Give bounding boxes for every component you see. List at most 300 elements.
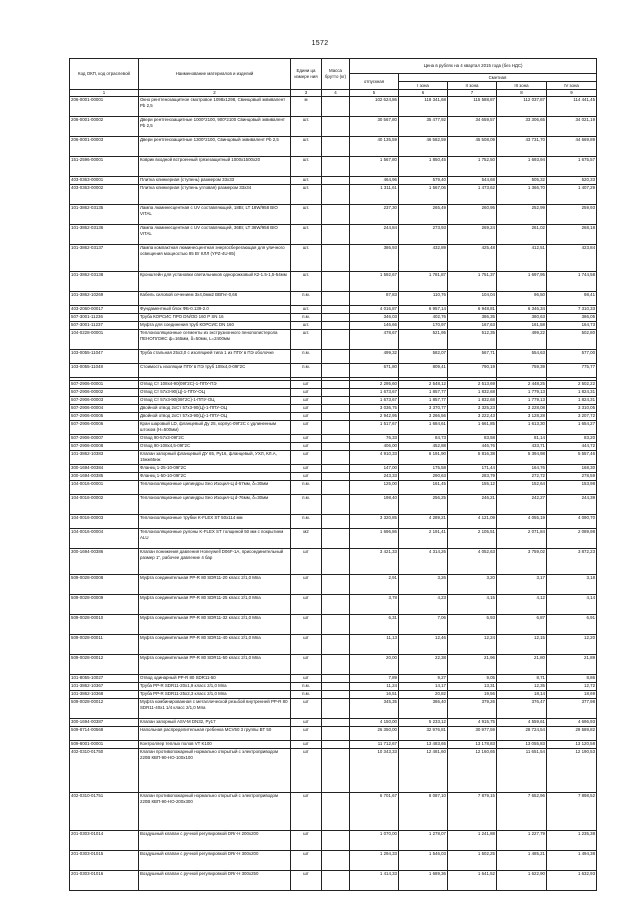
cell-code: 103-0055-11047	[70, 350, 139, 364]
cell-zone-3-price: 81,14	[497, 435, 547, 443]
header-mass: Масса брутто (кг)	[322, 59, 350, 90]
cell-mass	[322, 831, 350, 851]
cell-unit: шт.	[291, 205, 322, 225]
cell-zone-1-price: 175,58	[399, 465, 448, 473]
table-row	[70, 330, 597, 350]
cell-zone-3-price: 5 394,98	[497, 451, 547, 465]
cell-unit: шт.	[291, 185, 322, 205]
cell-release-price: 1 592,67	[350, 272, 399, 292]
table-row	[70, 719, 597, 727]
cell-mass	[322, 205, 350, 225]
cell-name: Клапан запорный ASV-M DN32, Ру17	[139, 719, 291, 727]
cell-unit: шт.	[291, 306, 322, 314]
cell-unit: шт.	[291, 137, 322, 157]
cell-name: Фундаментный блок ФБ-0.139-2.0	[139, 306, 291, 314]
cell-zone-1-price: 3,26	[399, 575, 448, 595]
cell-unit: шт	[291, 699, 322, 719]
cell-zone-3-price: 18,14	[497, 691, 547, 699]
cell-code: 201-0303-01015	[70, 851, 139, 871]
cell-zone-4-price: 21,89	[547, 655, 597, 675]
cell-code: 300-1694-00385	[70, 473, 139, 481]
cell-zone-2-price: 446,76	[448, 443, 497, 451]
cell-zone-1-price: 13 483,65	[399, 741, 448, 749]
cell-release-price: 2 295,60	[350, 381, 399, 389]
cell-zone-3-price: 7 652,96	[497, 793, 547, 831]
cell-code: 101-3862-10367	[70, 683, 139, 691]
cell-name: Теплоизоляционные сегменты из экструзионного пенополистерола ПЕНОПЛЭКС ф=165мм, δ=50мм, L=2400мм	[139, 330, 291, 350]
cell-unit: шт	[291, 575, 322, 595]
cell-unit: шт	[291, 413, 322, 421]
cell-zone-1-price: 22,38	[399, 655, 448, 675]
cell-release-price: 147,00	[350, 465, 399, 473]
cell-zone-1-price: 46 582,59	[399, 137, 448, 157]
cell-zone-4-price: 502,80	[547, 330, 597, 350]
cell-mass	[322, 225, 350, 245]
cell-code: 206-0001-00002	[70, 117, 139, 137]
table-row	[70, 389, 597, 397]
cell-zone-4-price: 3 310,05	[547, 405, 597, 413]
cell-zone-2-price: 6,93	[448, 615, 497, 635]
cell-unit: м2	[291, 529, 322, 549]
cell-zone-3-price: 13 055,83	[497, 741, 547, 749]
cell-name: Кронштейн для установки светильников однорожковый К2-1.5-1,5-54мм	[139, 272, 291, 292]
cell-zone-4-price: 278,59	[547, 473, 597, 481]
cell-zone-3-price: 96,50	[497, 292, 547, 306]
cell-zone-3-price: 242,27	[497, 495, 547, 515]
cell-unit: п.м.	[291, 314, 322, 322]
cell-zone-1-price: 35 477,92	[399, 117, 448, 137]
table-row	[70, 117, 597, 137]
header-zone-1: I зона	[399, 82, 448, 90]
cell-zone-2-price: 3 325,23	[448, 405, 497, 413]
cell-zone-1-price: 6 191,90	[399, 451, 448, 465]
cell-zone-1-price: 2 191,41	[399, 529, 448, 549]
cell-zone-4-price: 1 744,58	[547, 272, 597, 292]
cell-unit: шт	[291, 831, 322, 851]
cell-unit: шт	[291, 465, 322, 473]
cell-zone-3-price: 12,15	[497, 635, 547, 655]
cell-zone-4-price: 1 824,31	[547, 397, 597, 405]
cell-unit: шт	[291, 435, 322, 443]
cell-zone-4-price: 168,30	[547, 465, 597, 473]
cell-code: 507-2906-00005	[70, 413, 139, 421]
cell-zone-3-price: 505,32	[497, 177, 547, 185]
cell-zone-4-price: 29 589,82	[547, 727, 597, 741]
cell-zone-4-price: 13 120,58	[547, 741, 597, 749]
table-row	[70, 272, 597, 292]
cell-zone-3-price: 21,80	[497, 655, 547, 675]
cell-name: Отвод Ст 57х3-90(Ц)-1-ППУ-ОЦ	[139, 389, 291, 397]
cell-zone-1-price: 432,89	[399, 245, 448, 272]
header-estimate: Сметная	[399, 74, 597, 82]
cell-zone-3-price: 112 037,87	[497, 97, 547, 117]
cell-zone-2-price: 790,19	[448, 364, 497, 378]
cell-unit: шт	[291, 851, 322, 871]
cell-zone-4-price: 244,39	[547, 495, 597, 515]
cell-zone-3-price: 1 485,21	[497, 851, 547, 871]
col-number: 9	[547, 90, 597, 97]
cell-zone-1-price: 9,27	[399, 675, 448, 683]
cell-code: 104-0016-00004	[70, 529, 139, 549]
cell-zone-2-price: 1 502,25	[448, 851, 497, 871]
cell-name: Стоимость изоляции ППУ в ПЭ труб 108х4,0-09Г2С	[139, 364, 291, 378]
cell-unit: шт	[291, 451, 322, 465]
cell-zone-3-price: 499,22	[497, 330, 547, 350]
cell-unit: шт	[291, 549, 322, 575]
table-row	[70, 185, 597, 205]
cell-code: 507-2906-00008	[70, 443, 139, 451]
cell-zone-2-price: 1 832,68	[448, 389, 497, 397]
cell-zone-2-price: 1 473,62	[448, 185, 497, 205]
cell-zone-4-price: 1 654,27	[547, 421, 597, 435]
cell-zone-4-price: 114 441,45	[547, 97, 597, 117]
cell-release-price: 1 696,86	[350, 529, 399, 549]
cell-zone-3-price: 43 731,70	[497, 137, 547, 157]
cell-release-price: 3 421,33	[350, 549, 399, 575]
cell-mass	[322, 495, 350, 515]
cell-release-price: 146,66	[350, 322, 399, 330]
cell-zone-1-price: 256,25	[399, 495, 448, 515]
cell-mass	[322, 322, 350, 330]
cell-release-price: 478,67	[350, 330, 399, 350]
table-row	[70, 683, 597, 691]
cell-mass	[322, 306, 350, 314]
cell-mass	[322, 451, 350, 465]
cell-zone-3-price: 3 759,02	[497, 549, 547, 575]
header-zone-3: III зона	[497, 82, 547, 90]
cell-release-price: 20,00	[350, 655, 399, 675]
cell-zone-3-price: 6,87	[497, 615, 547, 635]
cell-zone-2-price: 1 661,85	[448, 421, 497, 435]
table-row	[70, 741, 597, 749]
cell-zone-4-price: 386,05	[547, 314, 597, 322]
cell-name: Муфта соединительная PP-R 80 SDR11-50 класс 2/1,0 Мпа	[139, 655, 291, 675]
cell-zone-3-price: 1 779,13	[497, 389, 547, 397]
cell-mass	[322, 413, 350, 421]
cell-zone-4-price: 444,72	[547, 443, 597, 451]
table-row	[70, 831, 597, 851]
cell-unit: шт.	[291, 330, 322, 350]
cell-release-price: 16,51	[350, 691, 399, 699]
cell-unit: шт.	[291, 245, 322, 272]
cell-release-price: 1 673,67	[350, 389, 399, 397]
cell-zone-4-price: 34 021,19	[547, 117, 597, 137]
page-number: 1572	[311, 40, 329, 47]
cell-zone-2-price: 4 121,09	[448, 515, 497, 529]
cell-zone-3-price: 164,76	[497, 465, 547, 473]
cell-zone-1-price: 2 548,12	[399, 381, 448, 389]
cell-code: 206-0001-00001	[70, 97, 139, 117]
table-body	[70, 97, 597, 891]
cell-mass	[322, 185, 350, 205]
cell-zone-4-price: 1 235,38	[547, 831, 597, 851]
cell-name: Труба КОРСИС ПРО DN/OD 160 Р SN 16	[139, 314, 291, 322]
cell-name: Двойной отвод 2хСт 57х3-90(Ц)-1-ППУ-ОЦ	[139, 405, 291, 413]
cell-zone-2-price: 425,48	[448, 245, 497, 272]
cell-unit: п.м.	[291, 495, 322, 515]
cell-zone-3-price: 272,72	[497, 473, 547, 481]
cell-name: Отвод одинарный PP-R 80 SDR11-50	[139, 675, 291, 683]
cell-name: Клапан понижения давления Honeywell D06F-1A, присоединительный размер 1", рабочее давление 4 бар	[139, 549, 291, 575]
table-row	[70, 397, 597, 405]
cell-zone-1-price: 582,07	[399, 350, 448, 364]
cell-code: 300-1694-00387	[70, 719, 139, 727]
cell-name: Плитка клинкерная (ступень) размером 33х33	[139, 177, 291, 185]
col-number: 4	[322, 90, 350, 97]
cell-zone-3-price: 1 622,90	[497, 871, 547, 891]
cell-code: 509-0028-00011	[70, 635, 139, 655]
cell-zone-2-price: 12,24	[448, 635, 497, 655]
cell-code: 509-0028-00008	[70, 575, 139, 595]
cell-code: 151-2596-00001	[70, 157, 139, 177]
cell-zone-3-price: 4 055,19	[497, 515, 547, 529]
cell-zone-2-price: 246,21	[448, 495, 497, 515]
cell-release-price: 1 517,67	[350, 421, 399, 435]
cell-name: Воздушный клапан с ручной регулировкой DRr-H 200х200	[139, 831, 291, 851]
cell-code: 104-0016-00002	[70, 495, 139, 515]
cell-name: Кабель силовой сечением 3х4,0мм2 ВВГнг-0,66	[139, 292, 291, 306]
cell-zone-1-price: 12 481,60	[399, 749, 448, 793]
cell-zone-2-price: 115 588,87	[448, 97, 497, 117]
header-name: Наименование материалов и изделий	[139, 59, 291, 90]
cell-zone-1-price: 118 341,68	[399, 97, 448, 117]
cell-code: 201-0303-01014	[70, 831, 139, 851]
cell-release-price: 1 414,33	[350, 871, 399, 891]
cell-code: 104-0016-00001	[70, 481, 139, 495]
cell-name: Труба стальная 25х3,0 с изоляцией типа 1 из ППУ в ПЭ оболочке	[139, 350, 291, 364]
cell-zone-1-price: 1 278,07	[399, 831, 448, 851]
cell-name: Коврик входной встроенный грязезащитный 1000х1500х20	[139, 157, 291, 177]
cell-mass	[322, 851, 350, 871]
cell-mass	[322, 330, 350, 350]
cell-release-price: 499,32	[350, 350, 399, 364]
cell-zone-1-price: 1 857,77	[399, 389, 448, 397]
cell-zone-2-price: 4,15	[448, 595, 497, 615]
cell-code: 507-2906-00002	[70, 389, 139, 397]
cell-mass	[322, 655, 350, 675]
cell-name: Воздушный клапан с ручной регулировкой DRr-H 300х250	[139, 871, 291, 891]
cell-unit: шт.	[291, 322, 322, 330]
cell-unit: шт	[291, 443, 322, 451]
cell-zone-1-price: 579,40	[399, 177, 448, 185]
cell-release-price: 125,00	[350, 481, 399, 495]
cell-zone-3-price: 1 697,95	[497, 272, 547, 292]
table-row	[70, 595, 597, 615]
header-zone-2: II зона	[448, 82, 497, 90]
table-row	[70, 691, 597, 699]
table-row	[70, 699, 597, 719]
cell-zone-2-price: 34 659,57	[448, 117, 497, 137]
cell-name: Муфта соединительная PP-R 80 SDR11-40 класс 2/1,0 Мпа	[139, 635, 291, 655]
col-number: 6	[399, 90, 448, 97]
cell-zone-2-price: 260,95	[448, 205, 497, 225]
cell-zone-3-price: 759,39	[497, 364, 547, 378]
cell-unit: шт.	[291, 272, 322, 292]
cell-release-price: 386,93	[350, 245, 399, 272]
table-row	[70, 465, 597, 473]
cell-name: Кран шаровый LD, фланцевый Ду 25, корпус-09Г2С с удлиненным штоком (Н=500мм)	[139, 421, 291, 435]
cell-zone-1-price: 1 689,36	[399, 871, 448, 891]
cell-release-price: 6 701,67	[350, 793, 399, 831]
cell-release-price: 87,83	[350, 292, 399, 306]
cell-zone-2-price: 4 052,63	[448, 549, 497, 575]
cell-zone-1-price: 1 850,45	[399, 157, 448, 177]
cell-zone-4-price: 3 872,23	[547, 549, 597, 575]
cell-release-price: 4 016,87	[350, 306, 399, 314]
table-row	[70, 306, 597, 314]
table-row	[70, 421, 597, 435]
cell-zone-2-price: 3,20	[448, 575, 497, 595]
cell-zone-3-price: 4,12	[497, 595, 547, 615]
cell-name: Труба PP-R SDR11-25х2,3 класс 2/1,0 Мпа	[139, 691, 291, 699]
cell-name: Теплоизоляционные трубки K-FLEX ST 50х114 мм	[139, 515, 291, 529]
cell-zone-2-price: 13 178,83	[448, 741, 497, 749]
cell-zone-2-price: 4 915,75	[448, 719, 497, 727]
cell-release-price: 671,80	[350, 364, 399, 378]
cell-name: Воздушный клапан с ручной регулировкой DRr-H 300х200	[139, 851, 291, 871]
table-row	[70, 549, 597, 575]
cell-release-price: 1 070,00	[350, 831, 399, 851]
cell-release-price: 3,78	[350, 595, 399, 615]
cell-unit: шт	[291, 727, 322, 741]
cell-zone-2-price: 83,58	[448, 435, 497, 443]
cell-zone-2-price: 104,04	[448, 292, 497, 306]
cell-zone-1-price: 1 857,77	[399, 397, 448, 405]
cell-zone-4-price: 7 898,52	[547, 793, 597, 831]
cell-name: Труба PP-R SDR11-20х1,9 класс 2/1,0 Мпа	[139, 683, 291, 691]
cell-unit: п.м.	[291, 350, 322, 364]
cell-zone-3-price: 1 227,79	[497, 831, 547, 851]
cell-name: Теплоизоляционные цилиндры Seo Изоцил-Ц d-57мм, δ=30мм	[139, 481, 291, 495]
cell-zone-3-price: 11 651,54	[497, 749, 547, 793]
cell-unit: п.м.	[291, 691, 322, 699]
table-row	[70, 405, 597, 413]
cell-code: 509-0028-00009	[70, 595, 139, 615]
cell-code: 403-0363-00001	[70, 177, 139, 185]
cell-zone-3-price: 1 366,70	[497, 185, 547, 205]
cell-unit: м	[291, 97, 322, 117]
cell-zone-1-price: 521,95	[399, 330, 448, 350]
cell-zone-4-price: 7 310,33	[547, 306, 597, 314]
header-release: отпускная	[350, 74, 399, 90]
cell-zone-3-price: 2 448,25	[497, 381, 547, 389]
cell-zone-4-price: 4 090,70	[547, 515, 597, 529]
cell-zone-1-price: 1 684,61	[399, 421, 448, 435]
cell-release-price: 76,33	[350, 435, 399, 443]
cell-code: 402-0310-01751	[70, 793, 139, 831]
cell-name: Двойной отвод 2хСт 57х3-90(Ц)-1-ППУ-ОЦ	[139, 413, 291, 421]
cell-code: 403-0363-00002	[70, 185, 139, 205]
cell-zone-4-price: 3,18	[547, 575, 597, 595]
cell-code: 201-0303-01016	[70, 871, 139, 891]
cell-unit: шт	[291, 749, 322, 793]
cell-mass	[322, 615, 350, 635]
cell-zone-4-price: 153,98	[547, 481, 597, 495]
cell-zone-3-price: 3 128,28	[497, 413, 547, 421]
cell-zone-1-price: 265,49	[399, 205, 448, 225]
cell-zone-4-price: 164,73	[547, 322, 597, 330]
cell-code: 101-3862-03136	[70, 225, 139, 245]
cell-release-price: 30 567,80	[350, 117, 399, 137]
col-number: 2	[139, 90, 291, 97]
cell-zone-3-price: 4 559,61	[497, 719, 547, 727]
cell-release-price: 40 135,59	[350, 137, 399, 157]
cell-zone-3-price: 554,63	[497, 350, 547, 364]
cell-code: 101-3862-10269	[70, 292, 139, 306]
cell-zone-2-price: 45 508,09	[448, 137, 497, 157]
cell-release-price: 345,35	[350, 699, 399, 719]
cell-release-price: 406,00	[350, 443, 399, 451]
cell-unit: шт.	[291, 177, 322, 185]
cell-release-price: 3 036,75	[350, 405, 399, 413]
header-code: Код ОКП, код отраслевой	[70, 59, 139, 90]
cell-unit: шт	[291, 381, 322, 389]
cell-zone-2-price: 379,26	[448, 699, 497, 719]
cell-name: Муфта соединительная PP-R 80 SDR11-25 класс 2/1,0 Мпа	[139, 595, 291, 615]
cell-zone-2-price: 1 241,88	[448, 831, 497, 851]
cell-zone-3-price: 152,64	[497, 481, 547, 495]
cell-release-price: 26 350,00	[350, 727, 399, 741]
cell-zone-2-price: 544,68	[448, 177, 497, 185]
cell-code: 101-3862-03138	[70, 272, 139, 292]
cell-release-price: 11,13	[350, 635, 399, 655]
cell-name: Отвод Ст 108х4-90(09Г2С)-1-ППУ-ПЭ	[139, 381, 291, 389]
cell-code: 300-1694-00384	[70, 465, 139, 473]
cell-zone-4-price: 3 207,72	[547, 413, 597, 421]
cell-zone-2-price: 2 105,51	[448, 529, 497, 549]
cell-zone-1-price: 3 266,56	[399, 413, 448, 421]
cell-mass	[322, 137, 350, 157]
cell-unit: п.м.	[291, 683, 322, 691]
cell-mass	[322, 691, 350, 699]
cell-zone-3-price: 2 071,84	[497, 529, 547, 549]
col-number: 3	[291, 90, 322, 97]
table-row	[70, 851, 597, 871]
cell-zone-1-price: 5 233,12	[399, 719, 448, 727]
cell-unit: шт	[291, 655, 322, 675]
cell-zone-4-price: 6,91	[547, 615, 597, 635]
cell-code: 101-3862-10383	[70, 451, 139, 465]
cell-zone-1-price: 14,17	[399, 683, 448, 691]
cell-release-price: 6,31	[350, 615, 399, 635]
cell-zone-3-price: 261,02	[497, 225, 547, 245]
cell-code: 507-2906-00007	[70, 435, 139, 443]
cell-name: Лампа люминесцентная с UV составляющей, 36Вт, LT 36W/958 BIO VITAL	[139, 225, 291, 245]
cell-zone-1-price: 84,73	[399, 435, 448, 443]
table-row	[70, 364, 597, 378]
cell-zone-1-price: 1 781,87	[399, 272, 448, 292]
cell-name: Муфта комбинированная с металлической резьбой внутренней PP-R 80 SDR11-40х1 1/4 класс 2/1,0 Мпа	[139, 699, 291, 719]
cell-zone-3-price: 6 346,34	[497, 306, 547, 314]
cell-zone-1-price: 110,76	[399, 292, 448, 306]
cell-mass	[322, 350, 350, 364]
cell-release-price: 464,96	[350, 177, 399, 185]
cell-name: Плитка клинкерная (ступень угловая) размером 33х34	[139, 185, 291, 205]
cell-mass	[322, 272, 350, 292]
cell-name: Фланец 1-50-10-09Г2С	[139, 473, 291, 481]
cell-name: Контроллер теплых полов VT K100	[139, 741, 291, 749]
cell-zone-2-price: 269,24	[448, 225, 497, 245]
cell-unit: шт.	[291, 225, 322, 245]
cell-zone-3-price: 33 306,65	[497, 117, 547, 137]
cell-mass	[322, 481, 350, 495]
cell-release-price: 2,91	[350, 575, 399, 595]
cell-name: Окно рентгенозащитное смотровое 1098х1298, Свинцовый эквивалент Pb 2,5	[139, 97, 291, 117]
cell-mass	[322, 793, 350, 831]
cell-mass	[322, 314, 350, 322]
cell-code: 507-3001-11237	[70, 322, 139, 330]
cell-zone-4-price: 44 669,89	[547, 137, 597, 157]
